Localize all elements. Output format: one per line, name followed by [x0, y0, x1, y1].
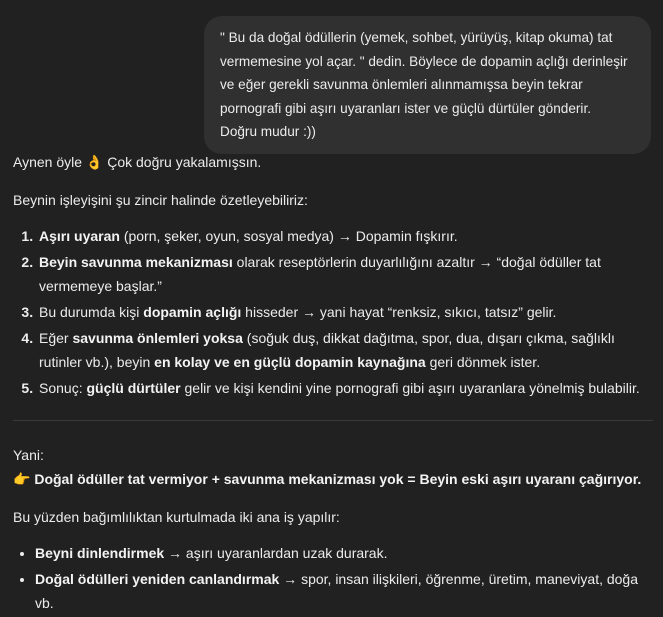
pointing-hand-icon: 👉: [13, 471, 31, 487]
summary-text: Doğal ödüller tat vermiyor + savunma mekanizması yok = Beyin eski aşırı uyaranı çağırıyor.: [34, 471, 642, 487]
summary-label: Yani:: [13, 447, 44, 463]
user-message-bubble: [204, 16, 651, 154]
step-bold: Aşırı uyaran: [39, 228, 120, 244]
list-item: [35, 541, 653, 565]
divider: [13, 420, 653, 421]
task-bold: Beyni dinlendirmek: [35, 545, 165, 561]
list-item: [37, 250, 653, 298]
tasks-intro-text: Bu yüzden bağımlılıktan kurtulmada iki ana iş yapılır:: [13, 509, 340, 525]
list-item: [35, 567, 653, 615]
task-text: → spor, insan ilişkileri, öğrenme, üretim, maneviyat, doğa vb.: [35, 571, 639, 611]
summary-line: [13, 467, 653, 491]
step-text: Bu durumda kişi: [39, 304, 144, 320]
intro-text: Aynen öyle 👌 Çok doğru yakalamışsın.: [13, 154, 262, 170]
list-item: [37, 300, 653, 324]
tasks-list: [13, 541, 653, 615]
step-text: Eğer: [39, 330, 73, 346]
chain-intro-text: Beynin işleyişini şu zincir halinde özetleyebiliriz:: [13, 192, 308, 208]
list-item: [37, 376, 653, 400]
step-text: gelir ve kişi kendini yine pornografi gibi aşırı uyaranlara yönelmiş bulabilir.: [180, 380, 640, 396]
step-text: geri dönmek ister.: [425, 354, 541, 370]
list-item: [37, 224, 653, 248]
list-item: [37, 326, 653, 374]
step-text: Sonuç:: [39, 380, 87, 396]
steps-list: [13, 224, 653, 400]
step-text: (soğuk duş, dikkat dağıtma, spor, dua, dışarı çıkma, sağlıklı rutinler vb.), beyin: [39, 330, 615, 370]
step-bold: güçlü dürtüler: [86, 380, 181, 396]
step-bold: Beyin savunma mekanizması: [39, 254, 233, 270]
step-bold: en kolay ve en güçlü dopamin kaynağına: [154, 354, 426, 370]
step-text: (porn, şeker, oyun, sosyal medya) → Dopamin fışkırır.: [119, 228, 458, 244]
user-message-text: " Bu da doğal ödüllerin (yemek, sohbet, yürüyüş, kitap okuma) tat vermemesine yol açar. " dedin. Böylece de dopamin açlığı derinleşir ve eğer gerekli savunma önlemleri alınmamışsa beyin tekrar pornografi gibi aşırı uyaranları ister ve güçlü dürtüler gönderir. Doğru mudur :)): [220, 30, 628, 139]
task-bold: Doğal ödülleri yeniden canlandırmak: [35, 571, 280, 587]
assistant-message: [13, 150, 653, 617]
step-bold: dopamin açlığı: [143, 304, 242, 320]
step-bold: savunma önlemleri yoksa: [72, 330, 243, 346]
step-text: olarak reseptörlerin duyarlılığını azaltır → “doğal ödüller tat vermemeye başlar.”: [39, 254, 601, 294]
task-text: → aşırı uyaranlardan uzak durarak.: [164, 545, 388, 561]
step-text: hisseder → yani hayat “renksiz, sıkıcı, tatsız” gelir.: [241, 304, 557, 320]
